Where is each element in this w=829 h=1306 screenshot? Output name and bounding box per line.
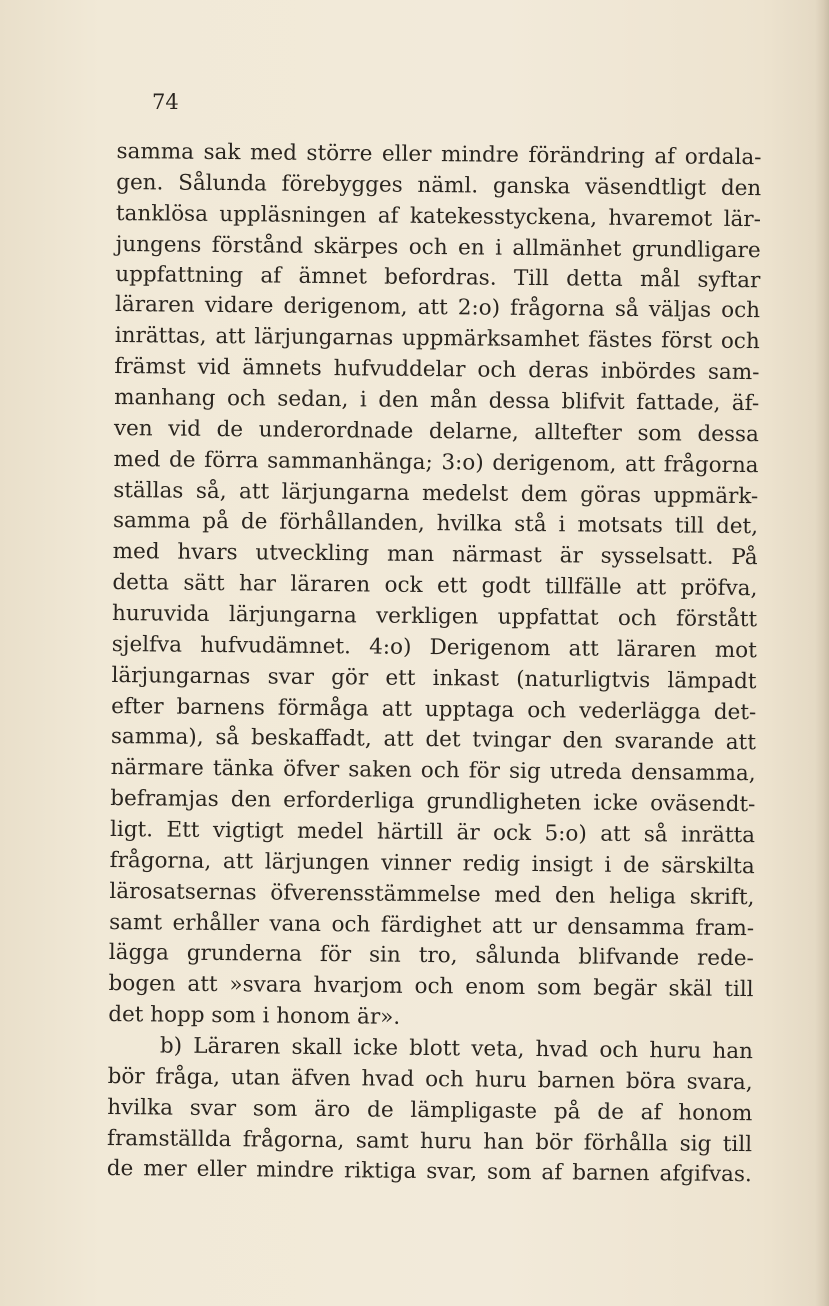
text-line: efter barnens förmåga att upptaga och vederlägga det- [111, 693, 757, 726]
text-line: de mer eller mindre riktiga svar, som af barnen afgifvas. [106, 1155, 752, 1188]
text-line: b) Läraren skall icke blott veta, hvad och huru han [159, 1033, 754, 1065]
text-line: bogen att »svara hvarjom och enom som begär skäl till [108, 970, 754, 1003]
text-line: läraren vidare derigenom, att 2:o) frågorna så väljas och [114, 291, 761, 324]
text-line: närmare tänka öfver saken och för sig utreda densamma, [110, 754, 756, 787]
text-line: jungens förstånd skärpes och en i allmänhet grundligare [115, 231, 761, 264]
text-line: ligt. Ett vigtigt medel härtill är ock 5:o) att så inrätta [109, 816, 756, 849]
page-number: 74 [152, 90, 179, 114]
text-line: bör fråga, utan äfven hvad och huru barnen böra svara, [107, 1063, 753, 1096]
text-line: beframjas den erforderliga grundligheten icke oväsendt- [110, 785, 756, 818]
text-line: främst vid ämnets hufvuddelar och deras inbördes sam- [114, 353, 760, 386]
text-line: tanklösa uppläsningen af katekesstyckena, hvaremot lär- [115, 200, 762, 233]
text-line: uppfattning af ämnet befordras. Till detta mål syftar [115, 261, 761, 294]
text-line: ställas så, att lärjungarna medelst dem göras uppmärk- [113, 477, 759, 510]
text-line: inrättas, att lärjungarnas uppmärksamhet fästes först och [114, 322, 760, 355]
text-line: framställda frågorna, samt huru han bör förhålla sig till [106, 1125, 753, 1158]
text-line: ven vid de underordnade delarne, alltefter som dessa [113, 415, 759, 448]
text-line: lägga grunderna för sin tro, sålunda blifvande rede- [108, 939, 754, 972]
text-line: huruvida lärjungarna verkligen uppfattat och förstått [111, 600, 758, 633]
text-line: manhang och sedan, i den mån dessa blifvit fattade, äf- [114, 384, 760, 417]
text-line: sjelfva hufvudämnet. 4:o) Derigenom att läraren mot [111, 631, 757, 664]
text-line: med de förra sammanhänga; 3:o) derigenom, att frågorna [113, 446, 759, 479]
text-line: lärjungarnas svar gör ett inkast (naturligtvis lämpadt [111, 662, 757, 695]
text-line: gen. Sålunda förebygges näml. ganska väsendtligt den [116, 169, 762, 202]
text-line: med hvars utveckling man närmast är sysselsatt. På [112, 538, 758, 571]
text-line: samma sak med större eller mindre förändring af ordala- [116, 138, 762, 171]
text-line: frågorna, att lärjungen vinner redig insigt i de särskilta [109, 847, 755, 880]
text-line: lärosatsernas öfverensstämmelse med den heliga skrift, [109, 878, 755, 911]
text-line: samma), så beskaffadt, att det tvingar den svarande att [110, 723, 757, 756]
text-line: hvilka svar som äro de lämpligaste på de af honom [107, 1094, 753, 1127]
text-line: detta sätt har läraren ock ett godt tillfälle att pröfva, [112, 569, 758, 602]
page-edge-shadow [815, 0, 829, 1306]
text-line: samma på de förhållanden, hvilka stå i motsats till det, [112, 507, 759, 540]
text-line: samt erhåller vana och färdighet att ur densamma fram- [109, 909, 755, 942]
text-line: det hopp som i honom är». [108, 1001, 401, 1030]
